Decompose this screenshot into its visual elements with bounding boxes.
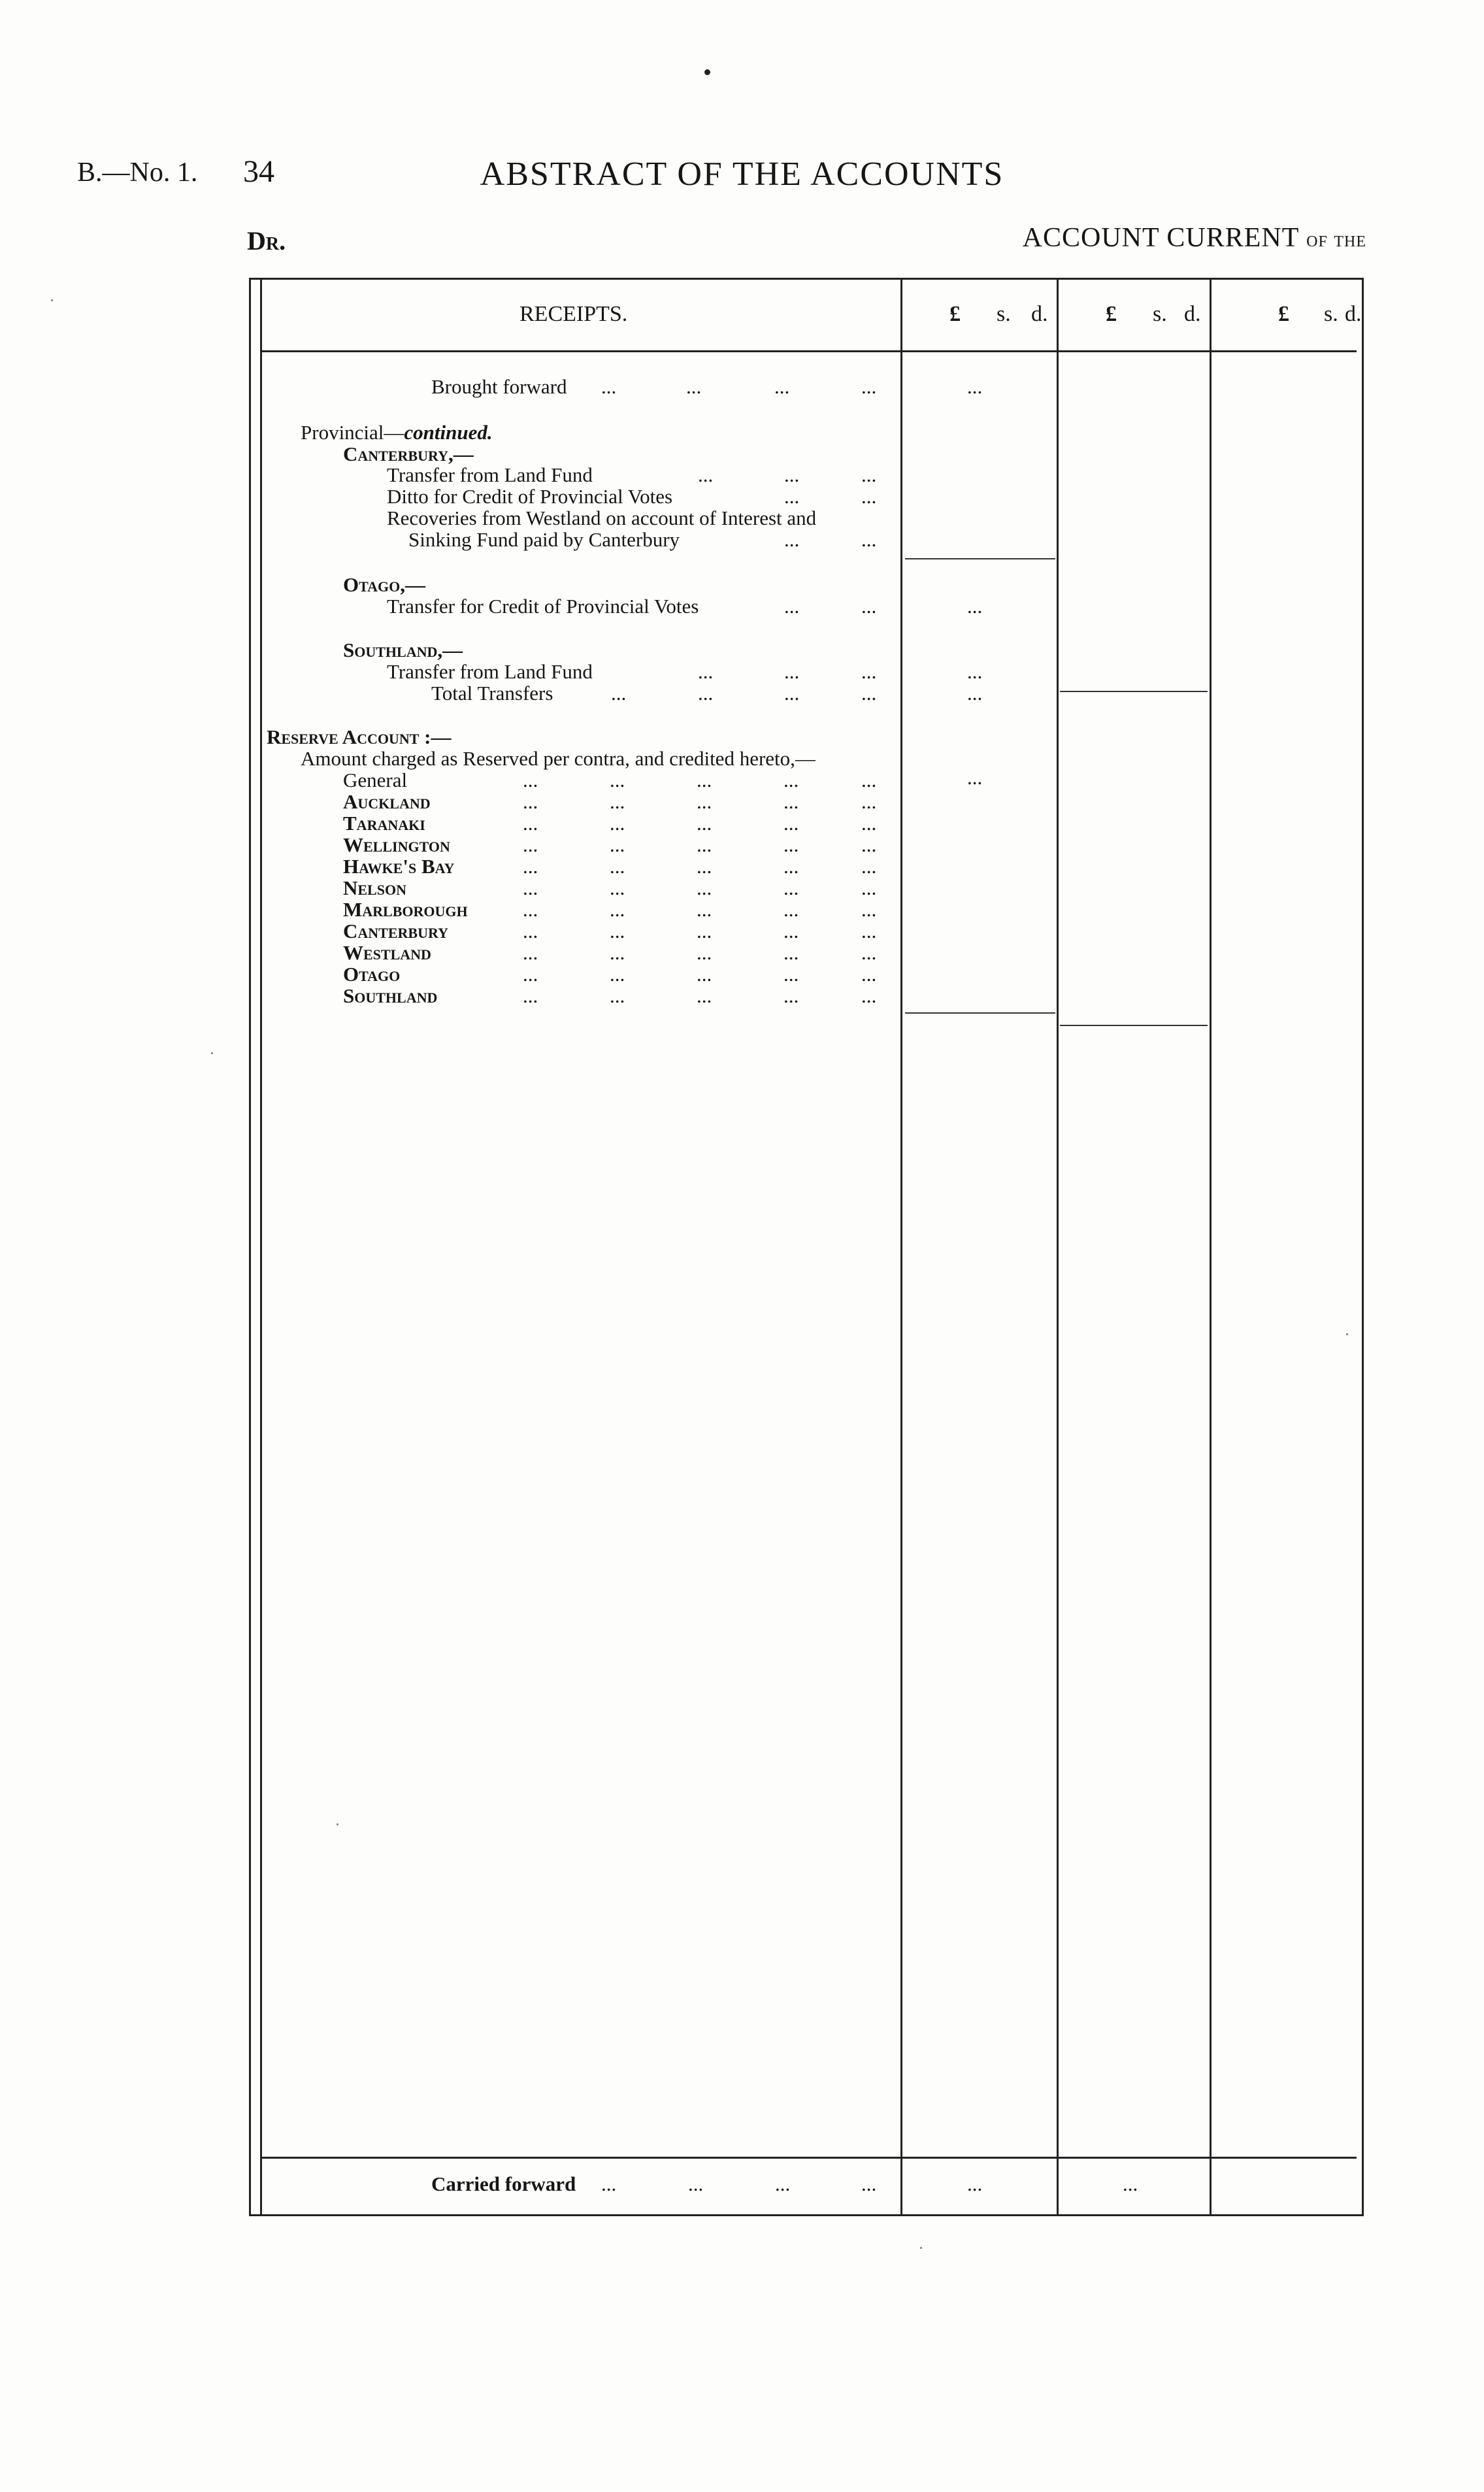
leader-dots: ... [861,920,877,942]
leader-dots: ... [697,790,712,813]
leader-dots: ... [775,2172,791,2195]
leader-dots: ... [861,485,877,508]
leader-dots: ... [697,812,712,835]
reserve-item-label: Nelson [343,876,406,899]
otago-col1: ... [967,595,983,618]
leader-dots: ... [686,375,702,398]
leader-dots: ... [697,833,712,856]
leader-dots: ... [601,2172,617,2195]
col2-pence-header: d. [1184,302,1201,326]
leader-dots: ... [523,984,538,1007]
page-title: ABSTRACT OF THE ACCOUNTS [480,156,1004,193]
col3-shilling-header: s. [1324,302,1338,326]
provincial-heading: Provincial—continued. [301,421,493,444]
leader-dots: ... [610,984,625,1007]
account-heading-tail: of the [1306,227,1366,252]
account-heading [1023,222,1366,254]
leader-dots: ... [861,855,877,878]
leader-dots: ... [523,963,538,986]
leader-dots: ... [861,660,877,683]
leader-dots: ... [861,812,877,835]
account-heading-main: ACCOUNT CURRENT [1022,223,1299,253]
leader-dots: ... [861,463,877,486]
leader-dots: ... [784,485,800,508]
leader-dots: ... [783,898,799,921]
canterbury-votes-label: Ditto for Credit of Provincial Votes [387,485,673,508]
reserve-item-label: Canterbury [343,920,448,942]
leader-dots: ... [697,898,712,921]
col3-pence-header: d. [1345,302,1362,326]
table-head-rule [260,350,1357,352]
leader-dots: ... [783,833,799,856]
leader-dots: ... [697,876,712,899]
col2-shilling-header: s. [1153,302,1167,326]
leader-dots: ... [610,876,625,899]
col1-pound-header: £ [949,302,961,326]
reserve-item-label: Marlborough [343,898,468,921]
leader-dots: ... [523,790,538,813]
leader-dots: ... [610,855,625,878]
leader-dots: ... [610,769,625,791]
leader-dots: ... [610,920,625,942]
table-right-rule [1362,278,1364,2216]
southland-col1: ... [967,660,983,683]
leader-dots: ... [861,898,877,921]
leader-dots: ... [697,769,712,791]
leader-dots: ... [698,682,714,705]
leader-dots: ... [783,812,799,835]
leader-dots: ... [783,963,799,986]
col2-pound-header: £ [1106,302,1117,326]
leader-dots: ... [861,682,877,705]
col3-pound-header: £ [1278,302,1289,326]
leader-dots: ... [523,920,538,942]
reserve-item-label: Otago [343,963,401,986]
leader-dots: ... [784,595,800,618]
leader-dots: ... [523,833,538,856]
leader-dots: ... [861,769,877,791]
leader-dots: ... [774,375,790,398]
leader-dots: ... [601,375,617,398]
leader-dots: ... [610,812,625,835]
leader-dots: ... [610,790,625,813]
table-bottom-rule [249,2214,1363,2216]
leader-dots: ... [861,595,877,618]
reserve-item-label: Auckland [343,790,431,813]
leader-dots: ... [783,876,799,899]
col1-rule [900,278,902,2216]
leader-dots: ... [783,855,799,878]
southland-heading: Southland,— [343,639,463,661]
leader-dots: ... [783,920,799,942]
leader-dots: ... [523,898,538,921]
leader-dots: ... [783,769,799,791]
total-transfers-col1: ... [967,682,983,705]
page-number: 34 [243,154,274,189]
page-speck [1346,1333,1348,1335]
leader-dots: ... [861,790,877,813]
brought-forward-col1: ... [967,375,983,398]
table-foot-rule [260,2157,1357,2159]
canterbury-recoveries-label: Recoveries from Westland on account of Interest and [387,507,817,529]
reserve-item-label: Westland [343,941,431,964]
page-speck [211,1052,213,1054]
leader-dots: ... [698,463,714,486]
page-speck [920,2247,922,2249]
leader-dots: ... [784,528,800,551]
reserve-item-label: Wellington [343,833,450,856]
reserve-general-col1: ... [967,766,983,789]
table-left-rule [249,278,251,2216]
col1-shilling-header: s. [997,302,1011,326]
leader-dots: ... [697,963,712,986]
leader-dots: ... [610,833,625,856]
col1-pence-header: d. [1031,302,1048,326]
document-reference: B.—No. 1. [77,158,198,188]
leader-dots: ... [861,963,877,986]
carried-forward-col1: ... [967,2172,983,2195]
reserve-item-label: Hawke's Bay [343,855,455,878]
page-speck [337,1823,338,1825]
leader-dots: ... [611,682,627,705]
otago-votes-label: Transfer for Credit of Provincial Votes [387,595,699,618]
reserve-total-rule [1060,1025,1208,1026]
leader-dots: ... [783,790,799,813]
receipts-header: RECEIPTS. [519,302,628,326]
leader-dots: ... [697,984,712,1007]
leader-dots: ... [783,984,799,1007]
page-mark [704,69,710,75]
col3-rule [1210,278,1212,2216]
canterbury-heading: Canterbury,— [343,442,474,465]
leader-dots: ... [697,941,712,964]
canterbury-subtotal-rule [905,558,1055,559]
leader-dots: ... [523,769,538,791]
leader-dots: ... [861,833,877,856]
reserve-account-subheading: Amount charged as Reserved per contra, and credited hereto,— [301,747,816,770]
leader-dots: ... [697,855,712,878]
leader-dots: ... [861,984,877,1007]
leader-dots: ... [861,876,877,899]
leader-dots: ... [610,941,625,964]
reserve-account-heading: Reserve Account :— [267,725,452,748]
leader-dots: ... [861,2172,877,2195]
carried-forward-col2: ... [1123,2172,1138,2195]
reserve-item-label: Southland [343,984,438,1007]
leader-dots: ... [861,528,877,551]
southland-subtotal-rule [1060,691,1208,692]
leader-dots: ... [523,876,538,899]
reserve-item-label: Taranaki [343,812,425,835]
leader-dots: ... [861,941,877,964]
col2-rule [1057,278,1059,2216]
table-left-inner-rule [260,278,262,2216]
canterbury-land-fund-label: Transfer from Land Fund [387,463,593,486]
carried-forward-label: Carried forward [431,2172,576,2195]
leader-dots: ... [784,660,800,683]
otago-heading: Otago,— [343,573,426,596]
brought-forward-label: Brought forward [431,375,567,398]
leader-dots: ... [784,682,800,705]
leader-dots: ... [697,920,712,942]
reserve-subtotal-rule [905,1012,1055,1014]
southland-land-fund-label: Transfer from Land Fund [387,660,593,683]
leader-dots: ... [523,941,538,964]
leader-dots: ... [610,963,625,986]
leader-dots: ... [523,812,538,835]
debit-marker: Dr. [247,226,286,256]
leader-dots: ... [861,375,877,398]
canterbury-sinking-fund-label: Sinking Fund paid by Canterbury [408,528,680,551]
total-transfers-label: Total Transfers [431,682,553,705]
reserve-general-label: General [343,769,408,791]
table-top-rule [249,278,1363,280]
leader-dots: ... [698,660,714,683]
leader-dots: ... [688,2172,704,2195]
page-speck [51,299,53,301]
leader-dots: ... [783,941,799,964]
leader-dots: ... [523,855,538,878]
leader-dots: ... [784,463,800,486]
leader-dots: ... [610,898,625,921]
